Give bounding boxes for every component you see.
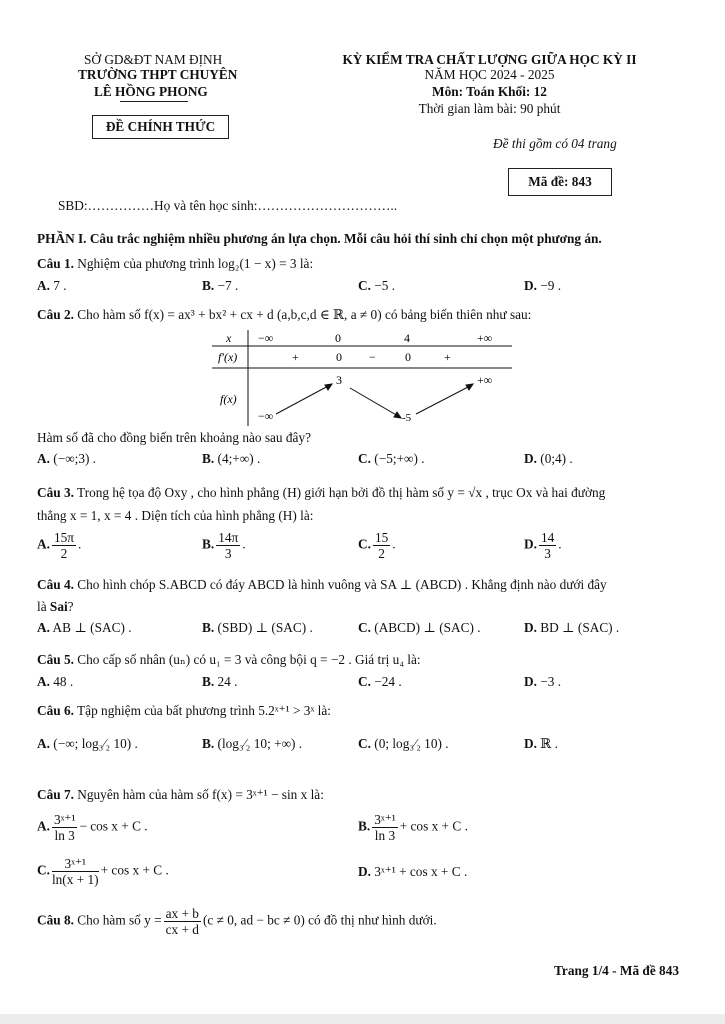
student-info-line: SBD:……………Họ và tên học sinh:…………………………..	[58, 198, 398, 213]
question-3-line2: thẳng x = 1, x = 4 . Diện tích của hình phẳng (H) là:	[37, 508, 314, 523]
numerator: 3ˣ⁺¹	[53, 812, 76, 827]
option-letter: D.	[358, 864, 371, 879]
q2-question: Hàm số đã cho đồng biến trên khoảng nào sau đây?	[37, 430, 311, 445]
option-letter: D.	[524, 736, 537, 751]
question-text: Cho cấp số nhân (uₙ) có u₁ = 3 và công bội q = −2 . Giá trị u₄ là:	[77, 652, 421, 667]
q4-option-c[interactable]	[358, 620, 481, 636]
arrow-up	[416, 386, 470, 414]
school-name: TRƯỜNG THPT CHUYÊN	[78, 67, 238, 82]
question-label: Câu 2.	[37, 307, 74, 322]
q5-option-a[interactable]	[37, 674, 73, 690]
q3-option-c[interactable]: C. $\frac{15}{2}$ .	[358, 530, 396, 561]
denominator: 2	[378, 546, 385, 561]
option-letter: A.	[37, 674, 50, 689]
option-letter: B.	[202, 620, 215, 635]
fraction	[52, 856, 99, 887]
question-label: Câu 7.	[37, 787, 74, 802]
pages-note: Đề thi gồm có 04 trang	[493, 136, 617, 151]
fraction	[216, 530, 240, 561]
option-letter: A.	[37, 451, 50, 466]
option-text: (−5;+∞) .	[374, 451, 425, 466]
question-text: Nguyên hàm của hàm số f(x) = 3ˣ⁺¹ − sin x là:	[77, 787, 324, 802]
fraction	[539, 530, 556, 561]
table-sign: +	[292, 350, 299, 364]
q5-option-d[interactable]	[524, 674, 561, 690]
question-5	[37, 652, 421, 668]
option-text: −24 .	[374, 674, 402, 689]
page-edge	[0, 1014, 725, 1024]
q7-option-b[interactable]	[358, 812, 468, 843]
q1-option-d[interactable]	[524, 278, 561, 294]
option-text: (4;+∞) .	[217, 451, 261, 466]
option-letter: C.	[358, 451, 371, 466]
denominator: 3	[224, 546, 232, 561]
table-x-label: x	[226, 331, 232, 345]
table-sign: −	[369, 350, 376, 364]
option-letter: C.	[358, 674, 371, 689]
question-text: Nghiệm của phương trình log₂(1 − x) = 3 là:	[77, 256, 314, 271]
duration: Thời gian làm bài: 90 phút	[418, 101, 561, 116]
table-f-val: 3	[336, 373, 342, 387]
underline-divider	[120, 101, 188, 102]
option-letter: C.	[358, 620, 371, 635]
option-text: 24 .	[217, 674, 238, 689]
table-sign: +	[444, 350, 451, 364]
exam-title: KỲ KIỂM TRA CHẤT LƯỢNG GIỮA HỌC KỲ II	[342, 52, 637, 67]
q2-option-a[interactable]	[37, 451, 96, 467]
question-1	[37, 256, 313, 272]
option-letter: A.	[37, 818, 50, 834]
option-text: − cos x + C .	[79, 818, 148, 834]
variation-table	[212, 330, 512, 426]
arrow-head	[466, 384, 473, 390]
q7-option-c[interactable]	[37, 856, 169, 887]
numerator: 15	[374, 530, 389, 545]
option-letter: B.	[202, 278, 215, 293]
option-text: (−∞;3) .	[53, 451, 97, 466]
option-text: (−∞; log₃⁄₂ 10) .	[53, 736, 138, 751]
option-text: (0; log₃⁄₂ 10) .	[374, 736, 449, 751]
option-text: ℝ .	[540, 736, 558, 751]
option-text: (0;4) .	[540, 451, 573, 466]
option-letter: D.	[524, 278, 537, 293]
option-letter: D.	[524, 451, 537, 466]
q3-option-b[interactable]: B. $\frac{14\pi}{3}$ .	[202, 530, 246, 561]
denominator: 2	[60, 546, 68, 561]
table-f-label: f(x)	[220, 392, 237, 406]
fraction	[52, 530, 76, 561]
numerator: 3ˣ⁺¹	[52, 856, 99, 872]
option-letter: D.	[524, 674, 537, 689]
numerator: 14π	[218, 530, 239, 545]
q3-option-a[interactable]: A. $\frac{15\pi}{2}$ .	[37, 530, 82, 561]
option-text: 48 .	[53, 674, 74, 689]
arrow-head	[325, 384, 332, 390]
q4-option-a[interactable]	[37, 620, 132, 636]
question-text: Tập nghiệm của bất phương trình 5.2ˣ⁺¹ > 3ˣ là:	[77, 703, 331, 718]
fraction	[164, 906, 201, 937]
dept-name: SỞ GD&ĐT NAM ĐỊNH	[84, 52, 223, 67]
q6-option-d[interactable]	[524, 736, 558, 752]
option-text: −5 .	[374, 278, 396, 293]
denominator: cx + d	[165, 922, 199, 937]
question-4-line2	[37, 599, 74, 615]
q4-option-b[interactable]	[202, 620, 313, 636]
official-label: ĐỀ CHÍNH THỨC	[105, 119, 216, 134]
question-7	[37, 787, 324, 803]
q6-option-a[interactable]	[37, 736, 138, 752]
emphasis: Sai	[49, 599, 68, 614]
option-letter: B.	[202, 674, 215, 689]
option-letter: D.	[524, 536, 537, 552]
numerator: 14	[540, 530, 555, 545]
q7-option-a[interactable]	[37, 812, 148, 843]
arrow-down	[350, 388, 398, 416]
q2-option-d[interactable]	[524, 451, 573, 467]
denominator: ln 3	[54, 828, 75, 843]
fraction	[52, 812, 78, 843]
option-text: 3ˣ⁺¹ + cos x + C .	[374, 864, 468, 879]
table-sign: 0	[336, 350, 342, 364]
subject: Môn: Toán Khối: 12	[432, 84, 547, 99]
exam-code: Mã đề: 843	[528, 174, 592, 189]
question-6	[37, 703, 331, 719]
denominator: ln 3	[374, 828, 396, 843]
table-f-val: −∞	[258, 409, 274, 423]
q1-option-a[interactable]	[37, 278, 67, 294]
question-8	[37, 906, 437, 937]
q2-option-b[interactable]	[202, 451, 260, 467]
option-text: −7 .	[217, 278, 239, 293]
q5-option-c[interactable]	[358, 674, 402, 690]
question-text: Cho hình chóp S.ABCD có đáy ABCD là hình vuông và SA ⊥ (ABCD) . Khẳng định nào dưới đây	[77, 577, 607, 592]
q1-option-b[interactable]	[202, 278, 238, 294]
option-letter: C.	[37, 862, 50, 878]
text: ?	[67, 599, 74, 614]
question-label: Câu 1.	[37, 256, 74, 271]
q1-option-c[interactable]	[358, 278, 395, 294]
option-letter: A.	[37, 278, 50, 293]
question-text: (c ≠ 0, ad − bc ≠ 0) có đồ thị như hình dưới.	[202, 912, 437, 928]
fraction	[373, 530, 390, 561]
q6-option-b[interactable]	[202, 736, 302, 752]
option-text: (log₃⁄₂ 10; +∞) .	[217, 736, 303, 751]
q5-option-b[interactable]	[202, 674, 237, 690]
question-label: Câu 4.	[37, 577, 74, 592]
option-text: + cos x + C .	[399, 818, 468, 834]
table-x-val: −∞	[258, 331, 274, 345]
q4-option-d[interactable]	[524, 620, 619, 636]
page-footer: Trang 1/4 - Mã đề 843	[554, 963, 679, 978]
option-letter: A.	[37, 736, 50, 751]
denominator: 3	[544, 546, 551, 561]
official-box	[92, 115, 229, 139]
option-text: AB ⊥ (SAC) .	[52, 620, 132, 635]
question-text: Cho hàm số f(x) = ax³ + bx² + cx + d (a,b,c,d ∈ ℝ, a ≠ 0) có bảng biến thiên như sau:	[77, 307, 532, 322]
option-text: (ABCD) ⊥ (SAC) .	[374, 620, 481, 635]
arrow-head	[394, 412, 401, 418]
option-letter: B.	[358, 818, 371, 834]
option-letter: D.	[524, 620, 537, 635]
table-f-val: -5	[402, 412, 412, 424]
option-text: (SBD) ⊥ (SAC) .	[217, 620, 313, 635]
numerator: ax + b	[165, 906, 199, 921]
q3-option-d[interactable]: D. $\frac{14}{3}$ .	[524, 530, 562, 561]
question-text: Trong hệ tọa độ Oxy , cho hình phẳng (H) giới hạn bởi đồ thị hàm số y = √x , trục Ox và hai đường	[77, 485, 606, 500]
question-text: Cho hàm số y =	[77, 912, 162, 928]
option-letter: C.	[358, 278, 371, 293]
option-text: + cos x + C .	[100, 862, 169, 878]
q7-option-d[interactable]	[358, 864, 467, 880]
table-x-val: +∞	[477, 331, 493, 345]
text: là	[37, 599, 50, 614]
question-4	[37, 577, 607, 593]
table-x-val: 0	[335, 331, 341, 345]
question-label: Câu 6.	[37, 703, 74, 718]
option-letter: A.	[37, 536, 50, 552]
part-1-heading: PHẦN I. Câu trắc nghiệm nhiều phương án lựa chọn. Mỗi câu hỏi thí sinh chỉ chọn một phương án.	[37, 231, 602, 246]
numerator: 15π	[53, 530, 74, 545]
option-text: −3 .	[540, 674, 562, 689]
q6-option-c[interactable]	[358, 736, 449, 752]
option-letter: C.	[358, 536, 371, 552]
question-label: Câu 3.	[37, 485, 74, 500]
numerator: 3ˣ⁺¹	[374, 812, 396, 827]
option-letter: B.	[202, 451, 215, 466]
arrow-up	[276, 385, 330, 414]
option-text: 7 .	[53, 278, 67, 293]
table-sign: 0	[405, 350, 411, 364]
option-letter: A.	[37, 620, 50, 635]
question-2	[37, 307, 531, 323]
option-letter: C.	[358, 736, 371, 751]
denominator: ln(x + 1)	[51, 872, 99, 887]
fraction	[372, 812, 398, 843]
exam-code-box	[508, 168, 612, 196]
option-text: BD ⊥ (SAC) .	[540, 620, 620, 635]
option-letter: B.	[202, 736, 215, 751]
q2-option-c[interactable]	[358, 451, 425, 467]
question-label: Câu 8.	[37, 912, 74, 928]
school-year: NĂM HỌC 2024 - 2025	[424, 67, 555, 82]
question-3	[37, 485, 605, 501]
option-letter: B.	[202, 536, 215, 552]
option-text: −9 .	[540, 278, 562, 293]
table-x-val: 4	[404, 331, 410, 345]
question-label: Câu 5.	[37, 652, 74, 667]
table-fp-label: f′(x)	[218, 350, 238, 364]
school-name-2: LÊ HỒNG PHONG	[94, 84, 208, 99]
table-f-val: +∞	[477, 373, 493, 387]
